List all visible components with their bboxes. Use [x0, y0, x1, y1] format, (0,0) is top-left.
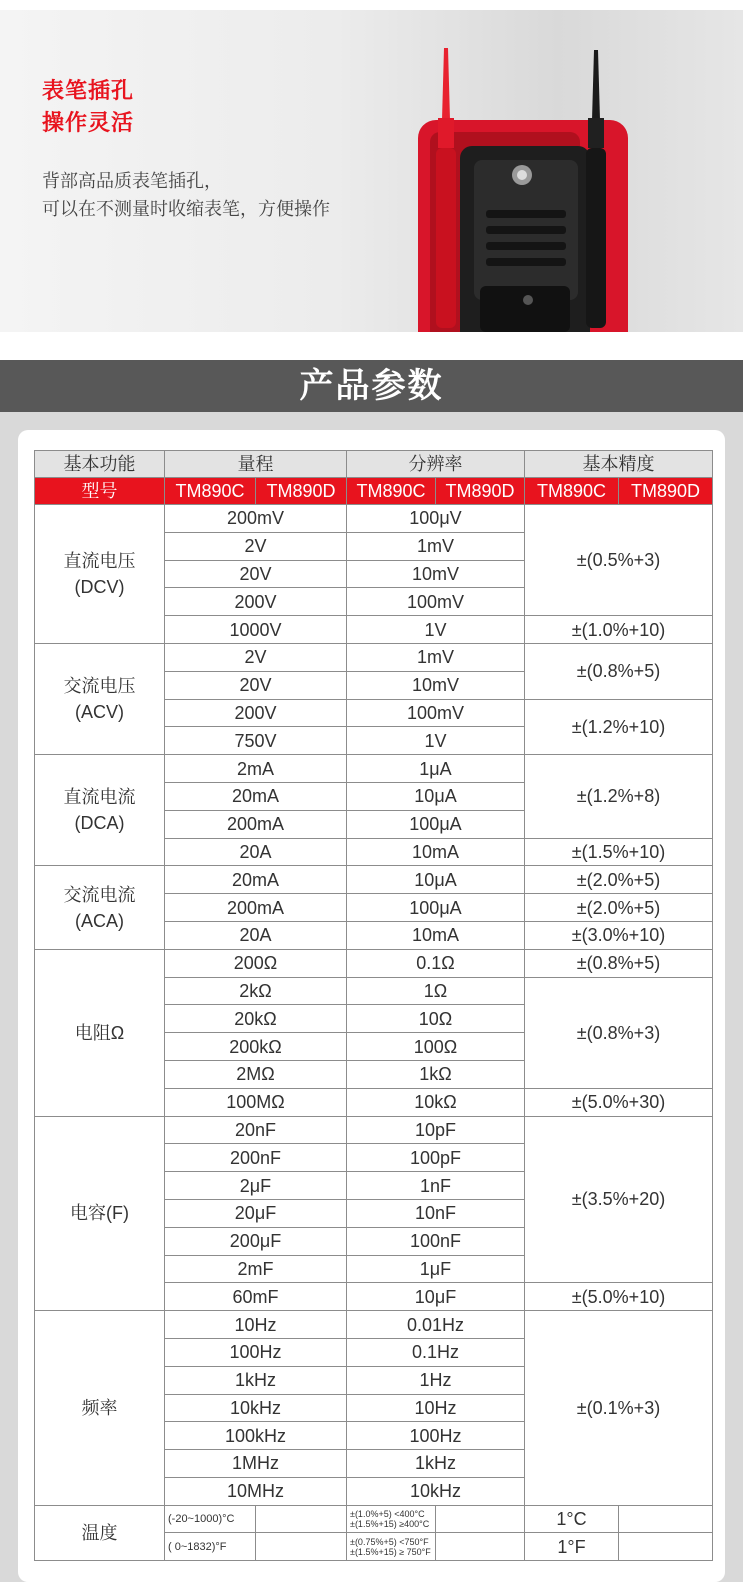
table-row — [35, 643, 713, 671]
range-cell: 20kΩ — [165, 1005, 347, 1033]
function-name: 温度 — [81, 1522, 118, 1543]
model-c: TM890C — [165, 478, 256, 505]
range-cell: 20nF — [165, 1116, 347, 1144]
resolution-cell: 10mV — [347, 671, 525, 699]
accuracy-line: ±(1.0%+5) <400°C — [350, 1509, 425, 1520]
range-cell: 1kHz — [165, 1366, 347, 1394]
accuracy-cell: ±(3.5%+20) — [525, 1116, 713, 1283]
hero-description-line-1: 背部高品质表笔插孔， — [42, 171, 222, 192]
accuracy-cell: ±(5.0%+30) — [525, 1088, 713, 1116]
range-cell: 200Ω — [165, 949, 347, 977]
section-title: 产品参数 — [299, 366, 444, 406]
range-cell: 20mA — [165, 782, 347, 810]
spec-table — [34, 450, 713, 1561]
function-name: 电阻Ω — [74, 1022, 125, 1043]
resolution-cell: 100Ω — [347, 1033, 525, 1061]
hero-banner — [0, 10, 743, 332]
accuracy-cell: ±(1.0%+10) — [525, 616, 713, 644]
resolution-cell: 1V — [347, 616, 525, 644]
resolution-cell: 1mV — [347, 532, 525, 560]
range-cell: 1MHz — [165, 1450, 347, 1478]
range-cell: 2μF — [165, 1172, 347, 1200]
multimeter-back-image — [410, 10, 743, 332]
accuracy-cell: ±(0.8%+5) — [525, 949, 713, 977]
table-row — [35, 866, 713, 894]
function-name: 电容(F) — [70, 1203, 129, 1224]
resolution-cell: 1μF — [347, 1255, 525, 1283]
resolution-cell: 1°F — [525, 1533, 619, 1561]
range-cell: 200V — [165, 699, 347, 727]
resolution-cell: 100Hz — [347, 1422, 525, 1450]
hero-title-line-1: 表笔插孔 — [42, 79, 135, 104]
range-cell: ( 0~1832)°F — [165, 1533, 256, 1561]
range-cell: 100kHz — [165, 1422, 347, 1450]
table-row — [35, 1505, 713, 1533]
resolution-cell: 1°C — [525, 1505, 619, 1533]
model-label: 型号 — [35, 478, 165, 505]
function-abbr: (DCA) — [74, 813, 125, 834]
resolution-cell: 100μA — [347, 810, 525, 838]
range-cell: 100MΩ — [165, 1088, 347, 1116]
resolution-cell: 0.1Hz — [347, 1338, 525, 1366]
empty-cell — [256, 1505, 347, 1533]
range-cell: 2V — [165, 643, 347, 671]
table-row — [35, 505, 713, 533]
resolution-cell: 1μA — [347, 755, 525, 783]
model-d: TM890D — [256, 478, 347, 505]
range-cell: 10MHz — [165, 1477, 347, 1505]
temp-accuracy-f — [347, 1533, 436, 1561]
resolution-cell: 1kHz — [347, 1450, 525, 1478]
table-header-row — [35, 451, 713, 478]
model-c: TM890C — [525, 478, 619, 505]
empty-cell — [619, 1533, 713, 1561]
hero-title — [42, 76, 134, 140]
function-dca — [35, 755, 165, 866]
range-cell: 10Hz — [165, 1311, 347, 1339]
function-name: 交流电压 — [63, 676, 136, 697]
range-cell: 1000V — [165, 616, 347, 644]
model-c: TM890C — [347, 478, 436, 505]
function-frequency — [35, 1311, 165, 1506]
resolution-cell: 100μA — [347, 894, 525, 922]
table-row — [35, 755, 713, 783]
resolution-cell: 1V — [347, 727, 525, 755]
table-row — [35, 1311, 713, 1339]
resolution-cell: 10mA — [347, 921, 525, 949]
range-cell: 2mF — [165, 1255, 347, 1283]
header-range: 量程 — [165, 451, 347, 478]
resolution-cell: 10μF — [347, 1283, 525, 1311]
resolution-cell: 100pF — [347, 1144, 525, 1172]
empty-cell — [436, 1505, 525, 1533]
resolution-cell: 100mV — [347, 588, 525, 616]
resolution-cell: 100μV — [347, 505, 525, 533]
empty-cell — [436, 1533, 525, 1561]
model-d: TM890D — [619, 478, 713, 505]
header-resolution: 分辨率 — [347, 451, 525, 478]
resolution-cell: 10Ω — [347, 1005, 525, 1033]
resolution-cell: 1Ω — [347, 977, 525, 1005]
resolution-cell: 0.01Hz — [347, 1311, 525, 1339]
accuracy-cell: ±(1.2%+8) — [525, 755, 713, 838]
resolution-cell: 1kΩ — [347, 1060, 525, 1088]
resolution-cell: 1mV — [347, 643, 525, 671]
range-cell: 10kHz — [165, 1394, 347, 1422]
hero-description-line-2: 可以在不测量时收缩表笔，方便操作 — [42, 199, 330, 220]
accuracy-cell: ±(3.0%+10) — [525, 921, 713, 949]
function-abbr: (DCV) — [74, 576, 125, 597]
range-cell: 20V — [165, 560, 347, 588]
temp-accuracy-c — [347, 1505, 436, 1533]
range-cell: 750V — [165, 727, 347, 755]
range-cell: 200mA — [165, 810, 347, 838]
range-cell: (-20~1000)°C — [165, 1505, 256, 1533]
resolution-cell: 1Hz — [347, 1366, 525, 1394]
accuracy-line: ±(0.75%+5) <750°F — [350, 1536, 429, 1547]
range-cell: 200μF — [165, 1227, 347, 1255]
table-row — [35, 949, 713, 977]
range-cell: 200mV — [165, 505, 347, 533]
resolution-cell: 10mV — [347, 560, 525, 588]
function-resistance — [35, 949, 165, 1116]
range-cell: 200mA — [165, 894, 347, 922]
range-cell: 200V — [165, 588, 347, 616]
model-row — [35, 478, 713, 505]
resolution-cell: 100nF — [347, 1227, 525, 1255]
header-accuracy: 基本精度 — [525, 451, 713, 478]
accuracy-cell: ±(1.2%+10) — [525, 699, 713, 755]
resolution-cell: 10kHz — [347, 1477, 525, 1505]
accuracy-cell: ±(2.0%+5) — [525, 866, 713, 894]
function-abbr: (ACV) — [75, 702, 124, 723]
range-cell: 200kΩ — [165, 1033, 347, 1061]
function-acv — [35, 643, 165, 754]
accuracy-cell: ±(1.5%+10) — [525, 838, 713, 866]
resolution-cell: 100mV — [347, 699, 525, 727]
range-cell: 20mA — [165, 866, 347, 894]
resolution-cell: 10mA — [347, 838, 525, 866]
hero-title-line-2: 操作灵活 — [42, 111, 135, 136]
accuracy-cell: ±(0.5%+3) — [525, 505, 713, 616]
header-function: 基本功能 — [35, 451, 165, 478]
table-row — [35, 1116, 713, 1144]
accuracy-cell: ±(0.8%+5) — [525, 643, 713, 699]
resolution-cell: 10nF — [347, 1199, 525, 1227]
function-name: 频率 — [81, 1397, 118, 1418]
accuracy-cell: ±(0.8%+3) — [525, 977, 713, 1088]
empty-cell — [256, 1533, 347, 1561]
resolution-cell: 10kΩ — [347, 1088, 525, 1116]
range-cell: 2V — [165, 532, 347, 560]
range-cell: 20μF — [165, 1199, 347, 1227]
range-cell: 200nF — [165, 1144, 347, 1172]
model-d: TM890D — [436, 478, 525, 505]
accuracy-cell: ±(2.0%+5) — [525, 894, 713, 922]
hero-description — [42, 168, 330, 224]
function-aca — [35, 866, 165, 949]
resolution-cell: 10Hz — [347, 1394, 525, 1422]
range-cell: 20A — [165, 921, 347, 949]
accuracy-line: ±(1.5%+15) ≥400°C — [350, 1519, 430, 1530]
resolution-cell: 1nF — [347, 1172, 525, 1200]
range-cell: 2mA — [165, 755, 347, 783]
function-temperature — [35, 1505, 165, 1561]
range-cell: 20A — [165, 838, 347, 866]
function-abbr: (ACA) — [75, 910, 124, 931]
range-cell: 60mF — [165, 1283, 347, 1311]
accuracy-line: ±(1.5%+15) ≥ 750°F — [350, 1546, 431, 1557]
range-cell: 20V — [165, 671, 347, 699]
empty-cell — [619, 1505, 713, 1533]
range-cell: 100Hz — [165, 1338, 347, 1366]
resolution-cell: 10μA — [347, 866, 525, 894]
function-dcv — [35, 505, 165, 644]
function-name: 交流电流 — [63, 884, 136, 905]
function-name: 直流电压 — [63, 550, 136, 571]
resolution-cell: 10μA — [347, 782, 525, 810]
range-cell: 2MΩ — [165, 1060, 347, 1088]
function-name: 直流电流 — [63, 787, 136, 808]
resolution-cell: 0.1Ω — [347, 949, 525, 977]
accuracy-cell: ±(5.0%+10) — [525, 1283, 713, 1311]
accuracy-cell: ±(0.1%+3) — [525, 1311, 713, 1506]
resolution-cell: 10pF — [347, 1116, 525, 1144]
range-cell: 2kΩ — [165, 977, 347, 1005]
function-capacitance — [35, 1116, 165, 1311]
